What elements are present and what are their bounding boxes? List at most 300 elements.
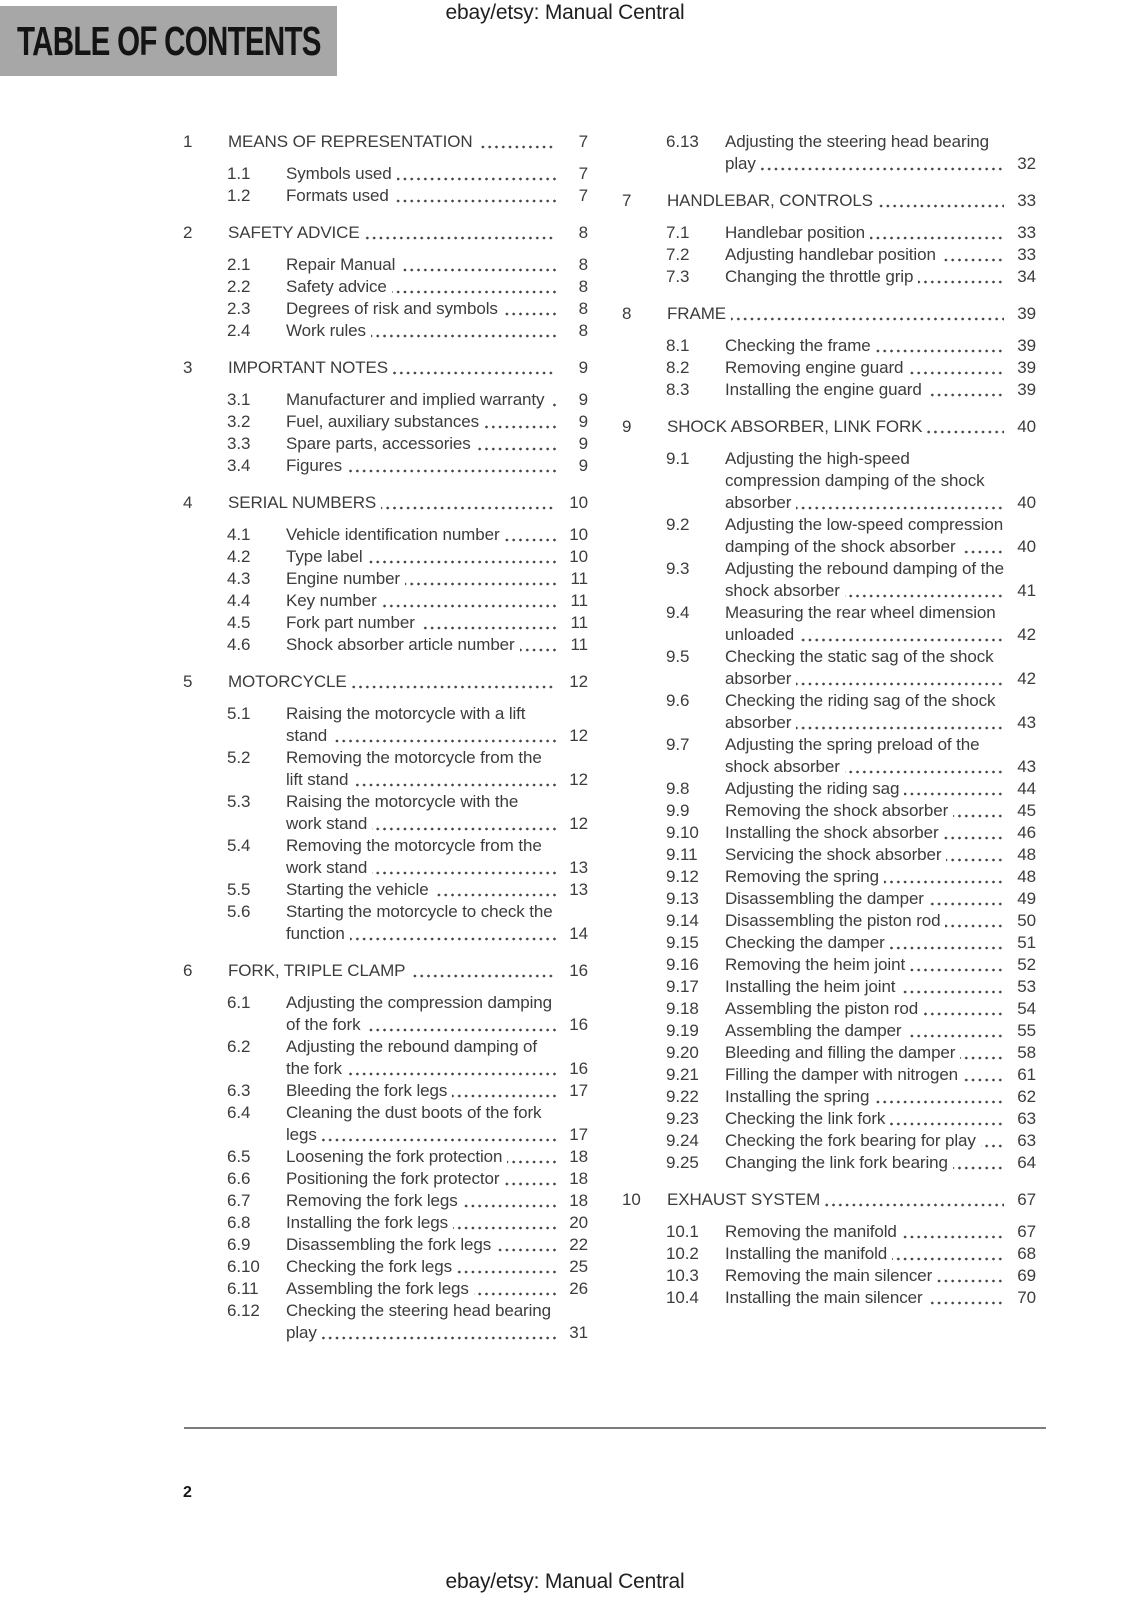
toc-entry: [666, 514, 1036, 558]
toc-entry: [227, 163, 588, 185]
toc-entry: [227, 185, 588, 207]
entry-title: Removing the motorcycle from the lift stand: [286, 748, 542, 789]
entry-number: 6.3: [227, 1081, 251, 1100]
entry-page: 18: [569, 1169, 588, 1188]
toc-entry: [622, 303, 1036, 325]
entry-number: 9.18: [666, 999, 699, 1018]
entry-title: Adjusting the spring preload of the shock absorber: [725, 735, 980, 776]
entry-number: 7: [622, 191, 632, 210]
entry-number: 3.4: [227, 456, 251, 475]
entry-title: Removing the fork legs: [286, 1191, 463, 1210]
entry-page: 64: [1017, 1153, 1036, 1172]
entry-number: 6.2: [227, 1037, 251, 1056]
entry-number: 4.2: [227, 547, 251, 566]
toc-entry: [183, 671, 588, 693]
toc-entry: [227, 568, 588, 590]
entry-number: 1.2: [227, 186, 251, 205]
toc-entry: [666, 335, 1036, 357]
entry-page: 55: [1017, 1021, 1036, 1040]
entry-title-cell: [286, 791, 556, 835]
toc-entry: [227, 1278, 588, 1300]
entry-title-cell: [725, 866, 1004, 888]
entry-title-cell: [725, 266, 1004, 288]
entry-title-cell: [725, 244, 1004, 266]
entry-number: 7.2: [666, 245, 690, 264]
entry-number: 9.13: [666, 889, 699, 908]
toc-entry: [227, 835, 588, 879]
entry-title: Checking the link fork: [725, 1109, 890, 1128]
entry-title: Vehicle identification number: [286, 525, 505, 544]
entry-title-cell: [286, 298, 556, 320]
entry-number: 4.3: [227, 569, 251, 588]
entry-title-cell: [228, 671, 556, 693]
toc-entry: [666, 558, 1036, 602]
entry-number: 9.23: [666, 1109, 699, 1128]
entry-title: Degrees of risk and symbols: [286, 299, 503, 318]
entry-number: 6.6: [227, 1169, 251, 1188]
entry-title: SERIAL NUMBERS: [228, 493, 381, 512]
entry-title: Raising the motorcycle with a lift stand: [286, 704, 526, 745]
entry-title: Removing the manifold: [725, 1222, 902, 1241]
entry-page: 39: [1017, 304, 1036, 323]
entry-title-cell: [725, 1265, 1004, 1287]
entry-number: 5.2: [227, 748, 251, 767]
toc-entry: [666, 646, 1036, 690]
entry-number: 8.2: [666, 358, 690, 377]
entry-page: 51: [1017, 933, 1036, 952]
toc-entry: [666, 976, 1036, 998]
entry-title: Adjusting the steering head bearing play: [725, 132, 989, 173]
entry-page: 8: [578, 299, 588, 318]
entry-number: 5.1: [227, 704, 251, 723]
entry-number: 10: [622, 1190, 641, 1209]
entry-title: Removing engine guard: [725, 358, 908, 377]
toc-entry: [227, 320, 588, 342]
entry-title-cell: [286, 185, 556, 207]
entry-page: 53: [1017, 977, 1036, 996]
entry-number: 9.24: [666, 1131, 699, 1150]
entry-page: 7: [578, 132, 588, 151]
entry-title-cell: [725, 335, 1004, 357]
entry-title: Symbols used: [286, 164, 397, 183]
entry-title-cell: [725, 1221, 1004, 1243]
entry-title-cell: [725, 778, 1004, 800]
entry-page: 43: [1017, 713, 1036, 732]
entry-page: 9: [578, 434, 588, 453]
entry-title-cell: [667, 303, 1004, 325]
entry-title: Measuring the rear wheel dimension unloaded: [725, 603, 996, 644]
entry-page: 16: [569, 1059, 588, 1078]
entry-title: Installing the spring: [725, 1087, 874, 1106]
entry-title: Adjusting the riding sag: [725, 779, 904, 798]
entry-title-cell: [725, 1042, 1004, 1064]
page-number: 2: [183, 1484, 192, 1501]
entry-title-cell: [286, 1212, 556, 1234]
entry-title-cell: [286, 1168, 556, 1190]
entry-title-cell: [286, 703, 556, 747]
entry-title: Adjusting the low-speed compression damping of the shock absorber: [725, 515, 1004, 556]
entry-page: 12: [569, 814, 588, 833]
entry-number: 9.14: [666, 911, 699, 930]
toc-entry: [227, 703, 588, 747]
entry-title: Removing the motorcycle from the work stand: [286, 836, 542, 877]
entry-page: 10: [569, 547, 588, 566]
entry-page: 16: [569, 961, 588, 980]
entry-title-cell: [286, 901, 556, 945]
entry-title-cell: [286, 590, 556, 612]
toc-entry: [227, 1080, 588, 1102]
entry-number: 4.1: [227, 525, 251, 544]
toc-entry: [227, 1234, 588, 1256]
entry-title-cell: [286, 1300, 556, 1344]
entry-title: Assembling the piston rod: [725, 999, 923, 1018]
entry-page: 12: [569, 726, 588, 745]
entry-number: 6.11: [227, 1279, 259, 1298]
entry-title: Installing the manifold: [725, 1244, 892, 1263]
entry-title: Disassembling the damper: [725, 889, 929, 908]
toc-entry: [666, 1243, 1036, 1265]
entry-title: Removing the main silencer: [725, 1266, 937, 1285]
entry-title: Key number: [286, 591, 382, 610]
entry-page: 16: [569, 1015, 588, 1034]
toc-entry: [227, 1036, 588, 1080]
toc-entry: [666, 379, 1036, 401]
entry-page: 46: [1017, 823, 1036, 842]
entry-page: 63: [1017, 1131, 1036, 1150]
entry-page: 25: [569, 1257, 588, 1276]
entry-page: 43: [1017, 757, 1036, 776]
toc-entry: [227, 879, 588, 901]
entry-title-cell: [286, 320, 556, 342]
entry-title-cell: [725, 844, 1004, 866]
toc-entry: [183, 131, 588, 153]
entry-title: Assembling the fork legs: [286, 1279, 474, 1298]
entry-number: 9.25: [666, 1153, 699, 1172]
entry-page: 13: [569, 858, 588, 877]
entry-title: Fork part number: [286, 613, 420, 632]
entry-number: 6: [183, 961, 193, 980]
entry-title: Checking the fork legs: [286, 1257, 457, 1276]
entry-number: 5: [183, 672, 193, 691]
entry-title: Figures: [286, 456, 347, 475]
entry-title: Checking the riding sag of the shock absorber: [725, 691, 996, 732]
entry-title-cell: [725, 976, 1004, 998]
entry-title-cell: [286, 879, 556, 901]
entry-number: 9.9: [666, 801, 690, 820]
entry-title: Assembling the damper: [725, 1021, 907, 1040]
toc-entry: [666, 357, 1036, 379]
entry-number: 9.4: [666, 603, 690, 622]
entry-title: EXHAUST SYSTEM: [667, 1190, 825, 1209]
entry-title: Removing the spring: [725, 867, 884, 886]
entry-title: Adjusting the compression damping of the fork: [286, 993, 553, 1034]
entry-title-cell: [286, 1036, 556, 1080]
toc-entry: [666, 1265, 1036, 1287]
toc-entry: [622, 1189, 1036, 1211]
entry-title: Filling the damper with nitrogen: [725, 1065, 963, 1084]
entry-page: 58: [1017, 1043, 1036, 1062]
entry-title: Checking the fork bearing for play: [725, 1131, 981, 1150]
entry-page: 40: [1017, 537, 1036, 556]
toc-entry: [227, 1212, 588, 1234]
entry-page: 7: [578, 164, 588, 183]
toc-entry: [666, 1042, 1036, 1064]
entry-title: Shock absorber article number: [286, 635, 520, 654]
toc-entry: [227, 298, 588, 320]
toc-entry: [666, 222, 1036, 244]
entry-number: 9.11: [666, 845, 698, 864]
entry-page: 33: [1017, 245, 1036, 264]
entry-page: 69: [1017, 1266, 1036, 1285]
entry-number: 9.2: [666, 515, 690, 534]
entry-page: 62: [1017, 1087, 1036, 1106]
toc-entry: [666, 822, 1036, 844]
entry-number: 8.1: [666, 336, 690, 355]
entry-page: 22: [569, 1235, 588, 1254]
entry-number: 5.5: [227, 880, 251, 899]
entry-page: 10: [569, 525, 588, 544]
entry-number: 9.17: [666, 977, 699, 996]
entry-title-cell: [725, 357, 1004, 379]
entry-number: 4.6: [227, 635, 251, 654]
toc-entry: [227, 590, 588, 612]
entry-page: 20: [569, 1213, 588, 1232]
entry-title-cell: [725, 602, 1004, 646]
entry-title-cell: [286, 433, 556, 455]
entry-page: 7: [578, 186, 588, 205]
toc-entry: [227, 747, 588, 791]
entry-title: FORK, TRIPLE CLAMP: [228, 961, 410, 980]
entry-page: 9: [578, 358, 588, 377]
entry-page: 18: [569, 1147, 588, 1166]
entry-number: 6.1: [227, 993, 251, 1012]
entry-page: 48: [1017, 845, 1036, 864]
entry-page: 39: [1017, 380, 1036, 399]
entry-title-cell: [725, 131, 1004, 175]
entry-page: 45: [1017, 801, 1036, 820]
entry-title-cell: [725, 690, 1004, 734]
entry-title-cell: [286, 1102, 556, 1146]
entry-title: Engine number: [286, 569, 405, 588]
entry-page: 11: [570, 591, 588, 610]
entry-title: Work rules: [286, 321, 371, 340]
entry-title: Bleeding and filling the damper: [725, 1043, 960, 1062]
entry-page: 9: [578, 456, 588, 475]
entry-title-cell: [725, 800, 1004, 822]
entry-title-cell: [286, 747, 556, 791]
entry-page: 34: [1017, 267, 1036, 286]
entry-title-cell: [286, 634, 556, 656]
entry-number: 9.7: [666, 735, 690, 754]
entry-number: 1.1: [227, 164, 251, 183]
entry-title-cell: [725, 1152, 1004, 1174]
entry-number: 7.1: [666, 223, 690, 242]
entry-title: Changing the throttle grip: [725, 267, 918, 286]
entry-title: Starting the motorcycle to check the function: [286, 902, 553, 943]
entry-number: 5.6: [227, 902, 251, 921]
entry-title-cell: [725, 558, 1004, 602]
entry-page: 32: [1017, 154, 1036, 173]
entry-title: Adjusting handlebar position: [725, 245, 941, 264]
entry-title: Disassembling the fork legs: [286, 1235, 496, 1254]
entry-title: IMPORTANT NOTES: [228, 358, 393, 377]
entry-page: 8: [578, 223, 588, 242]
toc-entry: [227, 992, 588, 1036]
entry-title: Raising the motorcycle with the work stand: [286, 792, 519, 833]
header-watermark: ebay/etsy: Manual Central: [445, 1, 685, 24]
toc-entry: [183, 222, 588, 244]
toc-entry: [227, 433, 588, 455]
entry-title-cell: [725, 822, 1004, 844]
entry-number: 9.10: [666, 823, 699, 842]
entry-number: 6.7: [227, 1191, 251, 1210]
entry-number: 2: [183, 223, 193, 242]
toc-entry: [666, 800, 1036, 822]
entry-page: 8: [578, 321, 588, 340]
entry-number: 3.3: [227, 434, 251, 453]
toc-column-right: [622, 131, 1036, 1309]
entry-number: 6.5: [227, 1147, 251, 1166]
entry-title-cell: [286, 1278, 556, 1300]
entry-page: 13: [569, 880, 588, 899]
toc-entry: [666, 866, 1036, 888]
entry-title: Checking the steering head bearing play: [286, 1301, 552, 1342]
entry-number: 4: [183, 493, 193, 512]
entry-number: 4.5: [227, 613, 251, 632]
entry-title: Adjusting the high-speed compression damping of the shock absorber: [725, 449, 985, 512]
entry-title: Checking the static sag of the shock absorber: [725, 647, 994, 688]
toc-entry: [666, 1221, 1036, 1243]
entry-number: 3: [183, 358, 193, 377]
entry-number: 1: [183, 132, 193, 151]
entry-number: 2.3: [227, 299, 251, 318]
entry-page: 39: [1017, 336, 1036, 355]
entry-page: 14: [569, 924, 588, 943]
entry-page: 67: [1017, 1222, 1036, 1241]
entry-title: Disassembling the piston rod: [725, 911, 945, 930]
entry-page: 18: [569, 1191, 588, 1210]
toc-column-left: [183, 131, 588, 1344]
entry-number: 2.2: [227, 277, 251, 296]
entry-page: 39: [1017, 358, 1036, 377]
entry-title-cell: [286, 1256, 556, 1278]
entry-number: 2.4: [227, 321, 251, 340]
entry-title: Installing the shock absorber: [725, 823, 944, 842]
entry-title-cell: [228, 222, 556, 244]
entry-page: 12: [569, 770, 588, 789]
entry-title: Removing the heim joint: [725, 955, 910, 974]
entry-title-cell: [725, 448, 1004, 514]
toc-entry: [227, 254, 588, 276]
entry-number: 3.1: [227, 390, 251, 409]
entry-number: 10.2: [666, 1244, 699, 1263]
toc-entry: [227, 546, 588, 568]
entry-title: MOTORCYCLE: [228, 672, 352, 691]
entry-number: 6.8: [227, 1213, 251, 1232]
entry-title: SHOCK ABSORBER, LINK FORK: [667, 417, 927, 436]
entry-title: Installing the main silencer: [725, 1288, 928, 1307]
entry-title-cell: [286, 568, 556, 590]
entry-page: 12: [569, 672, 588, 691]
toc-entry: [227, 524, 588, 546]
toc-entry: [666, 448, 1036, 514]
entry-title-cell: [228, 492, 556, 514]
entry-title: Positioning the fork protector: [286, 1169, 504, 1188]
toc-entry: [666, 1287, 1036, 1309]
entry-title-cell: [667, 416, 1004, 438]
footer-rule: [184, 1427, 1046, 1429]
entry-title: Installing the fork legs: [286, 1213, 453, 1232]
entry-title: Repair Manual: [286, 255, 400, 274]
entry-title-cell: [667, 190, 1004, 212]
entry-title: Loosening the fork protection: [286, 1147, 507, 1166]
entry-number: 2.1: [227, 255, 251, 274]
toc-entry: [666, 998, 1036, 1020]
entry-title-cell: [725, 1020, 1004, 1042]
entry-number: 6.12: [227, 1301, 260, 1320]
toc-entry: [666, 778, 1036, 800]
entry-page: 11: [570, 613, 588, 632]
toc-entry: [666, 602, 1036, 646]
toc-entry: [622, 416, 1036, 438]
entry-title: Installing the heim joint: [725, 977, 900, 996]
entry-title-cell: [286, 1190, 556, 1212]
entry-title: Checking the damper: [725, 933, 890, 952]
entry-page: 50: [1017, 911, 1036, 930]
toc-entry: [666, 954, 1036, 976]
entry-title-cell: [725, 1086, 1004, 1108]
toc-entry: [227, 791, 588, 835]
entry-title: Formats used: [286, 186, 394, 205]
entry-title-cell: [725, 646, 1004, 690]
entry-page: 33: [1017, 191, 1036, 210]
toc-entry: [227, 1300, 588, 1344]
entry-title-cell: [228, 357, 556, 379]
toc-entry: [666, 1064, 1036, 1086]
entry-title-cell: [725, 1108, 1004, 1130]
entry-page: 33: [1017, 223, 1036, 242]
toc-entry: [666, 244, 1036, 266]
entry-title-cell: [286, 546, 556, 568]
toc-entry: [666, 266, 1036, 288]
entry-title: Adjusting the rebound damping of the shock absorber: [725, 559, 1004, 600]
toc-entry: [666, 1130, 1036, 1152]
toc-entry: [227, 1190, 588, 1212]
entry-number: 8.3: [666, 380, 690, 399]
entry-title: SAFETY ADVICE: [228, 223, 365, 242]
entry-title-cell: [286, 612, 556, 634]
entry-title-cell: [286, 276, 556, 298]
entry-number: 9.12: [666, 867, 699, 886]
toc-entry: [666, 1108, 1036, 1130]
entry-title: Checking the frame: [725, 336, 876, 355]
toc-entry: [666, 690, 1036, 734]
entry-page: 49: [1017, 889, 1036, 908]
entry-title-cell: [286, 389, 556, 411]
entry-number: 9.5: [666, 647, 690, 666]
entry-title: Installing the engine guard: [725, 380, 927, 399]
entry-number: 5.4: [227, 836, 251, 855]
toc-entry: [227, 1102, 588, 1146]
entry-title-cell: [725, 222, 1004, 244]
entry-page: 48: [1017, 867, 1036, 886]
entry-number: 9.15: [666, 933, 699, 952]
toc-entry: [666, 1020, 1036, 1042]
entry-number: 9.16: [666, 955, 699, 974]
entry-title: Servicing the shock absorber: [725, 845, 946, 864]
entry-number: 10.1: [666, 1222, 699, 1241]
toc-entry: [666, 1086, 1036, 1108]
